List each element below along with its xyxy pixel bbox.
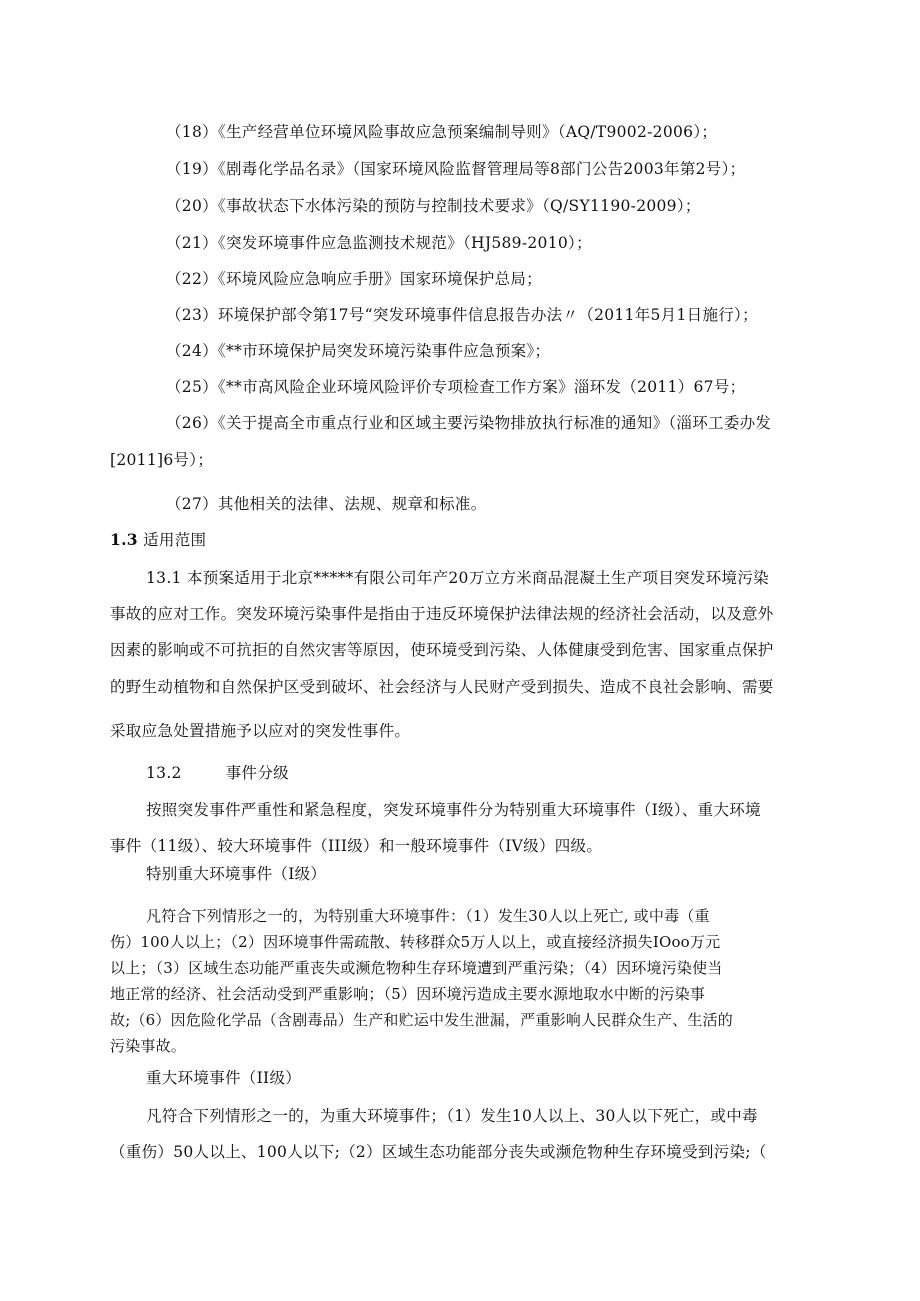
- level-2-title: 重大环境事件（II级）: [146, 1069, 302, 1087]
- level-1-line: 以上；（3）区域生态功能严重丧失或濒危物种生存环境遭到严重污染；（4）因环境污染使当: [110, 959, 723, 977]
- reference-item-26: （26）《关于提高全市重点行业和区域主要污染物排放执行标准的通知》（淄环工委办发: [166, 414, 772, 432]
- level-1-line: 故;（6）因危险化学品（含剧毒品）生产和贮运中发生泄漏，严重影响人民群众生产、生活的: [110, 1011, 734, 1029]
- section-number: 1.3: [110, 530, 138, 549]
- reference-item-24: （24）《**市环境保护局突发环境污染事件应急预案》；: [166, 342, 551, 360]
- level-1-line: 伤）100人以上；（2）因环境事件需疏散、转移群众5万人以上，或直接经济损失IOoo万元: [110, 933, 721, 951]
- paragraph-grading-line: 按照突发事件严重性和紧急程度，突发环境事件分为特别重大环境事件（I级）、重大环境: [146, 801, 761, 819]
- section-heading-13-2: [146, 763, 289, 783]
- section-title: 事件分级: [225, 764, 289, 782]
- section-number: 13.2: [146, 764, 182, 782]
- paragraph-13-1-line: 事故的应对工作。突发环境污染事件是指由于违反环境保护法律法规的经济社会活动，以及意外: [110, 605, 774, 623]
- level-2-line: 凡符合下列情形之一的，为重大环境事件；（1）发生10人以上、30人以下死亡，或中毒: [146, 1107, 758, 1125]
- level-1-line: 地正常的经济、社会活动受到严重影响；（5）因环境污造成主要水源地取水中断的污染事: [110, 985, 706, 1003]
- reference-item-25: （25）《**市高风险企业环境风险评价专项检查工作方案》淄环发（2011）67号；: [166, 378, 746, 396]
- paragraph-grading-line: 事件（11级）、较大环境事件（III级）和一般环境事件（IV级）四级。: [110, 837, 603, 855]
- reference-item-18: （18）《生产经营单位环境风险事故应急预案编制导则》（AQ/T9002-2006）；: [166, 123, 718, 141]
- reference-item-21: （21）《突发环境事件应急监测技术规范》（HJ589-2010）；: [166, 234, 592, 252]
- reference-item-19: （19）《剧毒化学品名录》（国家环境风险监督管理局等8部门公告2003年第2号）；: [166, 160, 746, 178]
- section-heading-1-3: [110, 530, 206, 550]
- level-1-line: 污染事故。: [110, 1037, 187, 1055]
- paragraph-13-1-line: 采取应急处置措施予以应对的突发性事件。: [110, 722, 411, 740]
- reference-item-22: （22）《环境风险应急响应手册》国家环境保护总局；: [166, 270, 542, 288]
- paragraph-13-1-line: 的野生动植物和自然保护区受到破坏、社会经济与人民财产受到损失、造成不良社会影响、需要: [110, 678, 774, 696]
- level-1-title: 特别重大环境事件（I级）: [146, 865, 327, 883]
- reference-item-27: （27）其他相关的法律、法规、规章和标准。: [166, 495, 487, 513]
- paragraph-13-1-line: 因素的影响或不可抗拒的自然灾害等原因，使环境受到污染、人体健康受到危害、国家重点保护: [110, 641, 774, 659]
- reference-item-23: （23）环境保护部令第17号“突发环境事件信息报告办法〃（2011年5月1日施行）；: [166, 306, 758, 324]
- reference-item-26-continued: [2011]6号）；: [110, 451, 214, 469]
- section-title: 适用范围: [143, 531, 207, 549]
- level-2-line: （重伤）50人以上、100人以下;（2）区域生态功能部分丧失或濒危物种生存环境受到污染;（: [110, 1143, 767, 1161]
- level-1-line: 凡符合下列情形之一的，为特别重大环境事件：（1）发生30人以上死亡, 或中毒（重: [146, 907, 710, 925]
- paragraph-13-1-line: 13.1 本预案适用于北京*****有限公司年产20万立方米商品混凝土生产项目突发环境污染: [146, 569, 769, 587]
- reference-item-20: （20）《事故状态下水体污染的预防与控制技术要求》（Q/SY1190-2009）；: [166, 197, 701, 215]
